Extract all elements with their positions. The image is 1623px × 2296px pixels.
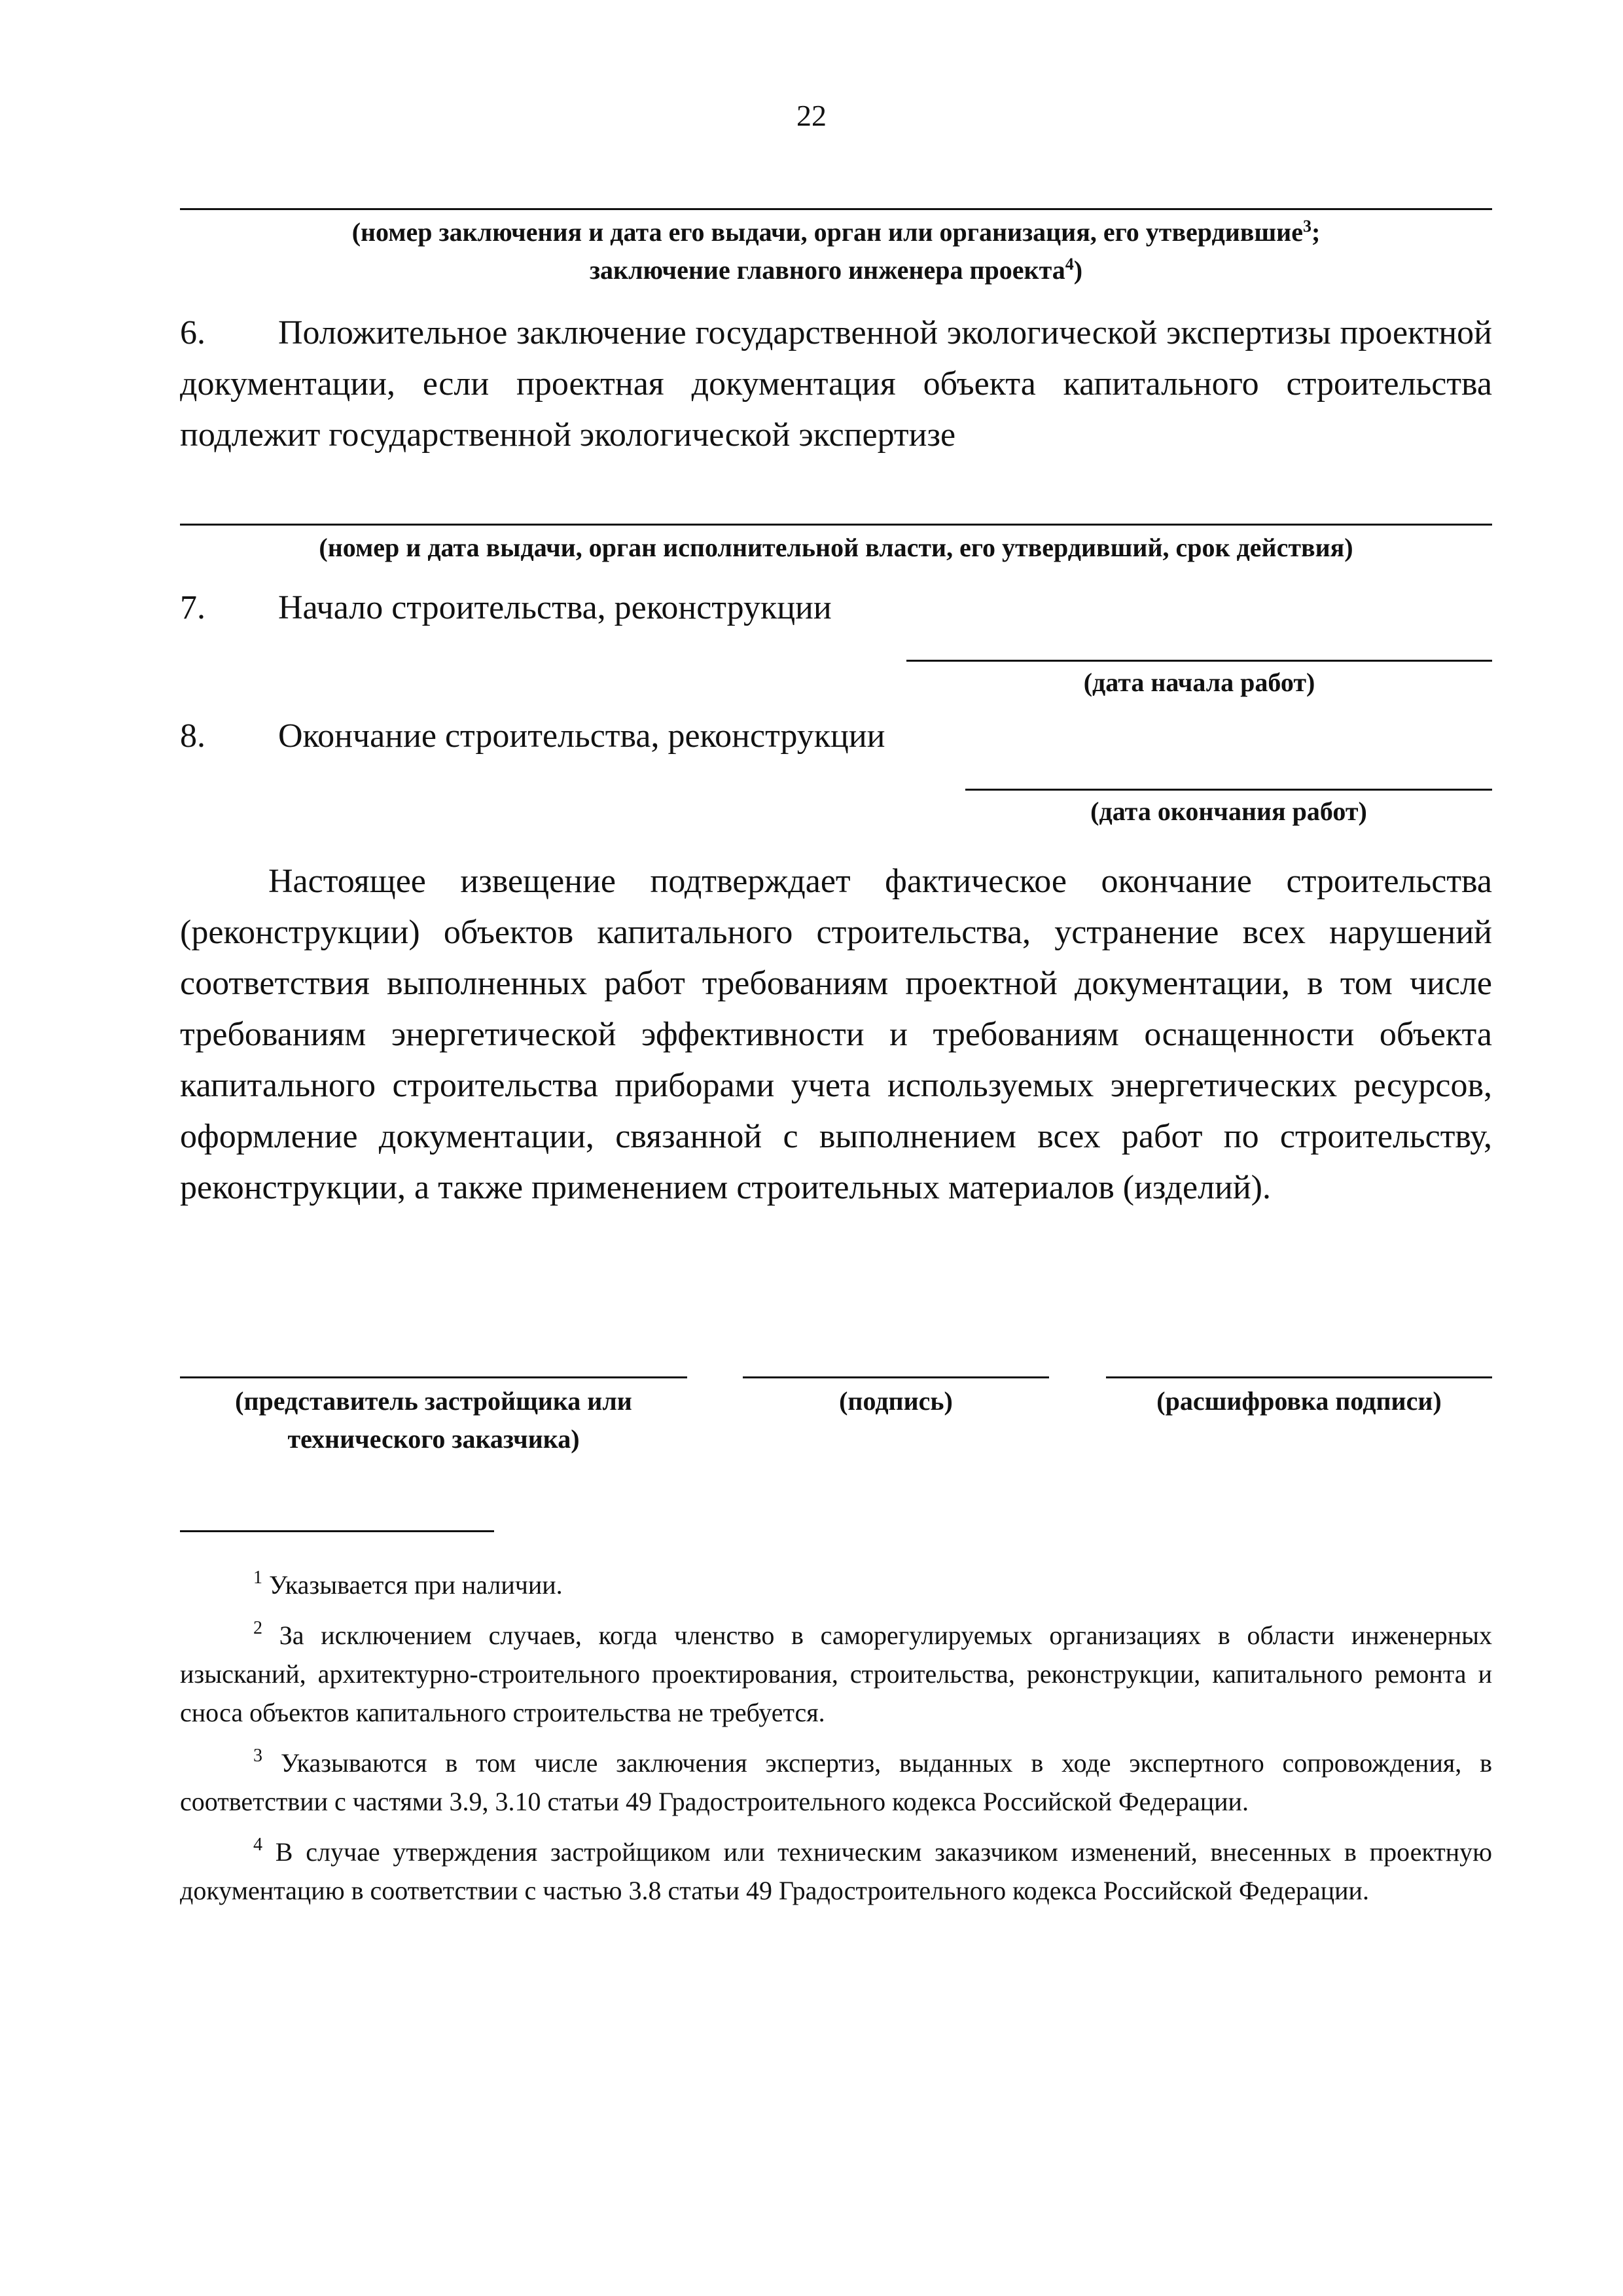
start-date-fill-line[interactable] xyxy=(906,660,1492,662)
footnote-ref-3: 3 xyxy=(1302,217,1311,236)
footnote-3: $^3$ Указываются в том числе заключения экспертиз, выданных в ходе экспертного сопровождения, в соответствии с частями 3.9, 3.10 статьи 49 Градостроительного кодекса Российской Федерации. xyxy=(180,1746,1492,1816)
end-date-fill-line[interactable] xyxy=(965,789,1492,791)
item-7-number: 7. xyxy=(180,589,205,626)
notice-paragraph: Настоящее извещение подтверждает фактическое окончание строительства (реконструкции) объектов капитального строительства, устранение всех нарушений соответствия выполненных работ требованиям проектной документации, в том числе требованиям энергетической эффективности и требованиям оснащенности объекта капитального строительства приборами учета используемых энергетических ресурсов, оформление документации, связанной с выполнением всех работ по строительству, реконструкции, а также применением строительных материалов (изделий). xyxy=(180,863,1492,1206)
representative-caption: (представитель застройщика или технического заказчика) xyxy=(235,1386,632,1454)
decoding-caption: (расшифровка подписи) xyxy=(1156,1386,1442,1416)
representative-fill-line[interactable] xyxy=(180,1376,687,1378)
expertise-caption xyxy=(180,213,1492,289)
item-8-text: Окончание строительства, реконструкции xyxy=(278,717,885,755)
page-number: 22 xyxy=(796,99,827,132)
footnote-4: $^4$ В случае утверждения застройщиком или техническим заказчиком изменений, внесенных в проектную документацию в соответствии с частью 3.8 статьи 49 Градостроительного кодекса Российской Федерации. xyxy=(180,1835,1492,1905)
footnote-1: $^1$ Указывается при наличии. xyxy=(253,1568,563,1600)
footnote-ref-4: 4 xyxy=(1065,255,1074,274)
decoding-fill-line[interactable] xyxy=(1106,1376,1492,1378)
item-6-number: 6. xyxy=(180,314,205,351)
footnote-separator xyxy=(180,1530,494,1532)
signature-fill-line[interactable] xyxy=(743,1376,1049,1378)
footnote-4-mark: 4 xyxy=(253,1835,262,1855)
footnote-2: $^2$ За исключением случаев, когда членство в саморегулируемых организациях в области инженерных изысканий, архитектурно-строительного проектирования, строительства, реконструкции, капитального ремонта и сноса объектов капитального строительства не требуется. xyxy=(180,1618,1493,1727)
expertise-caption-line1: (номер заключения и дата его выдачи, орган или организация, его утвердившие$^3$; xyxy=(351,217,1321,247)
footnote-3-mark: 3 xyxy=(253,1746,262,1766)
item-6-fill-line[interactable] xyxy=(180,524,1492,526)
expertise-fill-line[interactable] xyxy=(180,208,1492,210)
signature-caption: (подпись) xyxy=(839,1386,953,1416)
expertise-caption-line2: заключение главного инженера проекта$^4$) xyxy=(589,255,1083,285)
item-7-text: Начало строительства, реконструкции xyxy=(278,589,832,626)
item-6-text: Положительное заключение государственной экологической экспертизы проектной документации, если проектная документация объекта капитального строительства подлежит государственной экологической экспертизе xyxy=(180,314,1492,454)
footnote-2-mark: 2 xyxy=(253,1618,262,1638)
item-6-caption: (номер и дата выдачи, орган исполнительной власти, его утвердивший, срок действия) xyxy=(319,533,1353,562)
footnotes xyxy=(180,1566,1492,1910)
footnote-1-mark: 1 xyxy=(253,1568,262,1588)
end-date-caption: (дата окончания работ) xyxy=(1090,797,1367,826)
item-8-number: 8. xyxy=(180,717,205,755)
start-date-caption: (дата начала работ) xyxy=(1083,668,1315,697)
